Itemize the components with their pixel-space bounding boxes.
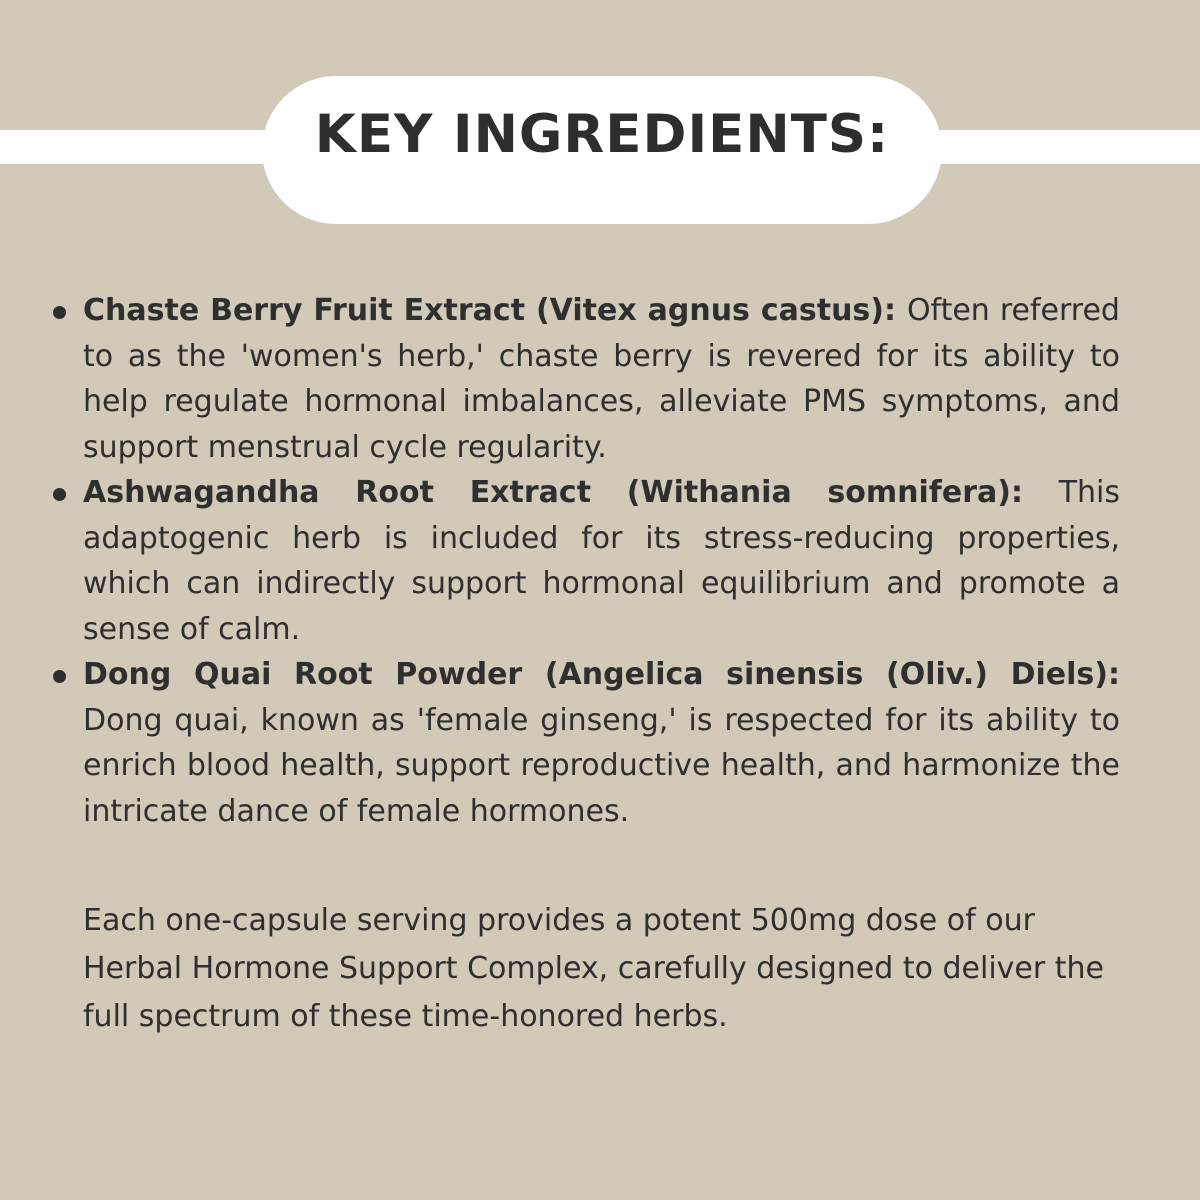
- ingredients-list: [48, 288, 1120, 834]
- summary-paragraph: Each one-capsule serving provides a potent 500mg dose of our Herbal Hormone Support Complex, carefully designed to deliver the full spectrum of these time-honored herbs.: [83, 903, 1104, 1034]
- ingredient-description: Often referred to as the 'women's herb,' chaste berry is revered for its ability to help regulate hormonal imbalances, alleviate PMS symptoms, and support menstrual cycle regularity.: [83, 293, 1120, 465]
- bullet-icon: [53, 670, 66, 683]
- list-item: [48, 652, 1120, 834]
- list-item: [48, 470, 1120, 652]
- header-banner: [262, 76, 942, 224]
- page-title: KEY INGREDIENTS:: [314, 103, 890, 165]
- ingredient-description: Dong quai, known as 'female ginseng,' is respected for its ability to enrich blood health, support reproductive health, and harmonize the intricate dance of female hormones.: [83, 702, 1120, 829]
- ingredient-name: Ashwagandha Root Extract (Withania somnifera):: [83, 475, 1059, 510]
- ingredient-description: This adaptogenic herb is included for its stress-reducing properties, which can indirectly support hormonal equilibrium and promote a sense of calm.: [83, 475, 1120, 647]
- list-item: [48, 288, 1120, 470]
- ingredient-name: Dong Quai Root Powder (Angelica sinensis (Oliv.) Diels):: [83, 657, 1120, 692]
- bullet-icon: [53, 306, 66, 319]
- ingredient-name: Chaste Berry Fruit Extract (Vitex agnus castus):: [83, 293, 907, 328]
- bullet-icon: [53, 488, 66, 501]
